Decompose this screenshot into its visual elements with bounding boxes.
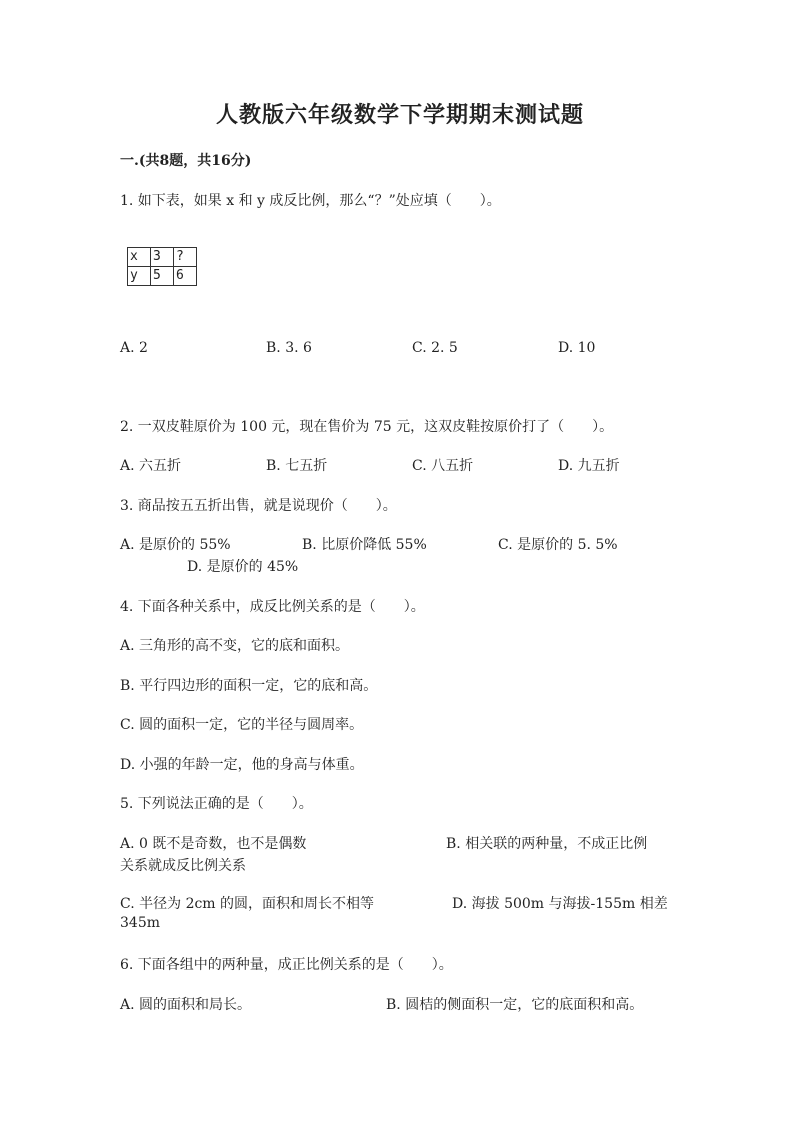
question-1-option-d: D. 10 <box>558 340 596 356</box>
question-4-option-b: B. 平行四边形的面积一定，它的底和高。 <box>120 678 378 694</box>
table-cell: y <box>128 267 151 286</box>
question-3-option-d: D. 是原价的 45% <box>187 559 299 575</box>
table-cell: 6 <box>174 267 197 286</box>
question-1-option-a: A. 2 <box>120 340 148 356</box>
section-heading: 一.(共8题，共16分) <box>120 153 252 169</box>
table-cell: 3 <box>151 248 174 267</box>
question-3-option-b: B. 比原价降低 55% <box>302 537 427 553</box>
xy-table <box>127 247 197 286</box>
question-6-stem: 6. 下面各组中的两种量，成正比例关系的是（ ）。 <box>120 957 453 973</box>
question-5-option-b: B. 相关联的两种量，不成正比例 <box>446 836 648 852</box>
table-cell: ? <box>174 248 197 267</box>
question-2-option-a: A. 六五折 <box>120 458 182 474</box>
question-5-option-b-continued: 关系就成反比例关系 <box>120 858 246 874</box>
question-2-option-b: B. 七五折 <box>266 458 328 474</box>
question-6-option-a: A. 圆的面积和局长。 <box>120 997 252 1013</box>
question-1-option-b: B. 3. 6 <box>266 340 312 356</box>
question-4-stem: 4. 下面各种关系中，成反比例关系的是（ ）。 <box>120 599 425 615</box>
table-row <box>128 267 197 286</box>
question-2-stem: 2. 一双皮鞋原价为 100 元，现在售价为 75 元，这双皮鞋按原价打了（ ）。 <box>120 419 614 435</box>
question-3-option-c: C. 是原价的 5. 5% <box>498 537 618 553</box>
question-5-stem: 5. 下列说法正确的是（ ）。 <box>120 796 313 812</box>
question-3-option-a: A. 是原价的 55% <box>120 537 231 553</box>
page-title: 人教版六年级数学下学期期末测试题 <box>215 102 584 128</box>
question-5-option-a: A. 0 既不是奇数，也不是偶数 <box>120 836 307 852</box>
question-1-option-c: C. 2. 5 <box>412 340 458 356</box>
question-4-option-c: C. 圆的面积一定，它的半径与圆周率。 <box>120 717 364 733</box>
question-5-option-d: D. 海拔 500m 与海拔-155m 相差 <box>452 896 668 912</box>
question-5-option-c: C. 半径为 2cm 的圆，面积和周长不相等 <box>120 896 375 912</box>
question-2-option-d: D. 九五折 <box>558 458 620 474</box>
question-1-stem: 1. 如下表，如果 x 和 y 成反比例，那么“？”处应填（ ）。 <box>120 193 501 209</box>
question-4-option-a: A. 三角形的高不变，它的底和面积。 <box>120 638 350 654</box>
table-cell: 5 <box>151 267 174 286</box>
question-3-stem: 3. 商品按五五折出售，就是说现价（ ）。 <box>120 498 397 514</box>
question-6-option-b: B. 圆桔的侧面积一定，它的底面积和高。 <box>386 997 644 1013</box>
table-row <box>128 248 197 267</box>
question-5-option-d-continued: 345m <box>120 915 160 931</box>
question-4-option-d: D. 小强的年龄一定，他的身高与体重。 <box>120 757 364 773</box>
question-2-option-c: C. 八五折 <box>412 458 474 474</box>
table-cell: x <box>128 248 151 267</box>
